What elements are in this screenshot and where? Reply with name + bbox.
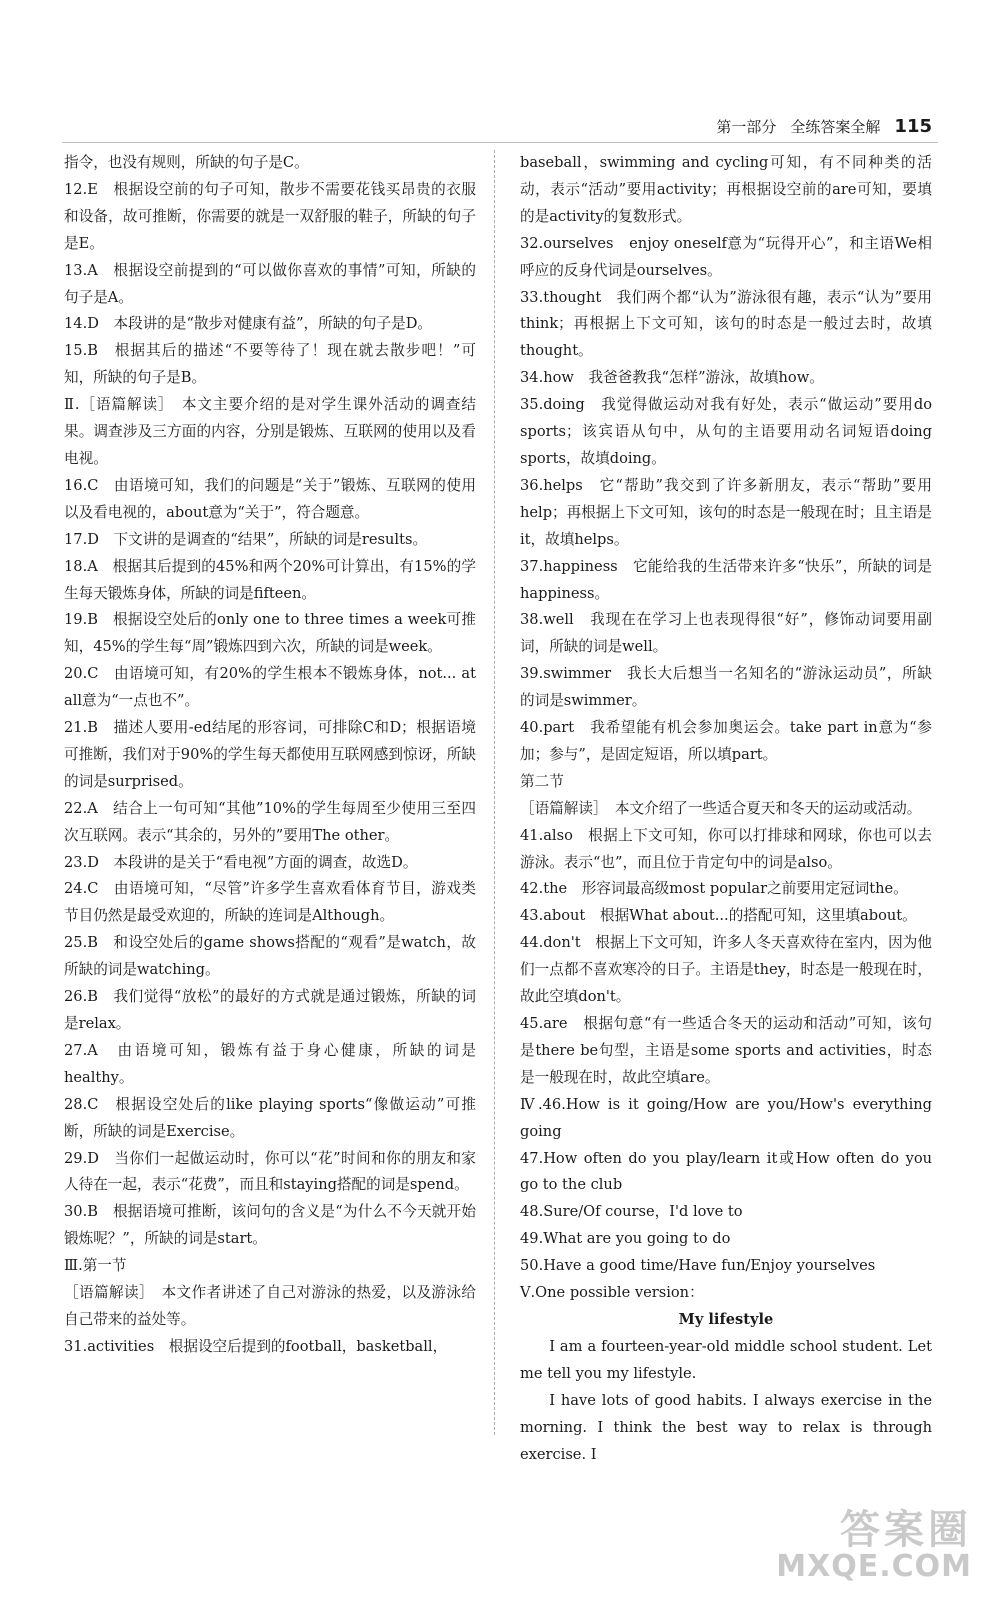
answer-item: 41.also 根据上下文可知，你可以打排球和网球，你也可以去游泳。表示“也”，而且位于肯定句中的词是also。 (520, 826, 932, 871)
left-column (64, 150, 476, 1361)
answer-item: 21.B 描述人要用-ed结尾的形容词，可排除C和D；根据语境可推断，我们对于90%的学生每天都使用互联网感到惊讶，所缺的词是surprised。 (64, 719, 476, 790)
answer-item: 指令，也没有规则，所缺的句子是C。 (64, 154, 309, 171)
answer-item: 42.the 形容词最高级most popular之前要用定冠词the。 (520, 880, 908, 898)
answer-item: 15.B 根据其后的描述“不要等待了！现在就去散步吧！”可知，所缺的句子是B。 (64, 342, 476, 387)
right-answer-list (520, 150, 932, 1307)
answer-item: 18.A 根据其后提到的45%和两个20%可计算出，有15%的学生每天锻炼身体，所缺的词是fifteen。 (64, 557, 476, 602)
answer-item: 50.Have a good time/Have fun/Enjoy yourselves (520, 1257, 876, 1275)
watermark-logo (776, 1506, 972, 1584)
answer-item: 48.Sure/Of course，I'd love to (520, 1203, 743, 1221)
header-rule (62, 142, 938, 143)
answer-item: 29.D 当你们一起做运动时，你可以“花”时间和你的朋友和家人待在一起，表示“花费”，而且和staying搭配的词是spend。 (64, 1149, 476, 1194)
answer-item: 30.B 根据语境可推断，该问句的含义是“为什么不今天就开始锻炼呢？”，所缺的词是start。 (64, 1203, 476, 1248)
answer-item: 20.C 由语境可知，有20%的学生根本不锻炼身体，not... at all意为“一点也不”。 (64, 665, 476, 710)
answer-item: 33.thought 我们两个都“认为”游泳很有趣，表示“认为”要用think；再根据上下文可知，该句的时态是一般过去时，故填thought。 (520, 288, 932, 360)
answer-item: 44.don't 根据上下文可知，许多人冬天喜欢待在室内，因为他们一点都不喜欢寒冷的日子。主语是they，时态是一般现在时，故此空填don't。 (520, 934, 932, 1006)
answer-item: 28.C 根据设空处后的like playing sports“像做运动”可推断，所缺的词是Exercise。 (64, 1095, 476, 1140)
essay-paragraph: I am a fourteen-year-old middle school student. Let me tell you my lifestyle. (520, 1337, 932, 1382)
watermark-text: 答案圈 (840, 1506, 972, 1553)
answer-item: 40.part 我希望能有机会参加奥运会。take part in意为“参加；参与”，是固定短语，所以填part。 (520, 719, 932, 763)
answer-item: 49.What are you going to do (520, 1230, 731, 1248)
answer-item: Ⅴ.One possible version： (520, 1284, 704, 1302)
answer-item: 43.about 根据What about...的搭配可知，这里填about。 (520, 907, 917, 925)
answer-item: 19.B 根据设空处后的only one to three times a week可推知，45%的学生每“周”锻炼四到六次，所缺的词是week。 (64, 611, 476, 656)
answer-item: 13.A 根据设空前提到的“可以做你喜欢的事情”可知，所缺的句子是A。 (64, 261, 476, 306)
answer-item: 27.A 由语境可知，锻炼有益于身心健康，所缺的词是healthy。 (64, 1041, 476, 1086)
answer-item: 14.D 本段讲的是“散步对健康有益”，所缺的句子是D。 (64, 315, 433, 333)
answer-item: 16.C 由语境可知，我们的问题是“关于”锻炼、互联网的使用以及看电视的，about意为“关于”，符合题意。 (64, 476, 476, 521)
answer-item: 47.How often do you play/learn it或How often do you go to the club (520, 1149, 932, 1194)
header-section: 第一部分 (716, 118, 777, 136)
answer-item: 第二节 (520, 772, 564, 790)
answer-item: 34.how 我爸爸教我“怎样”游泳，故填how。 (520, 369, 824, 387)
answer-item: 31.activities 根据设空后提到的football，basketball， (64, 1337, 448, 1355)
answer-item: 22.A 结合上一句可知“其他”10%的学生每周至少使用三至四次互联网。表示“其余的，另外的”要用The other。 (64, 799, 476, 844)
answer-item: 25.B 和设空处后的game shows搭配的“观看”是watch，故所缺的词是watching。 (64, 934, 476, 979)
answer-item: ［语篇解读］ 本文作者讲述了自己对游泳的热爱，以及游泳给自己带来的益处等。 (64, 1284, 476, 1328)
answer-item: baseball，swimming and cycling可知，有不同种类的活动，表示“活动”要用activity；再根据设空前的are可知，要填的是activity的复数形式。 (520, 154, 932, 225)
answer-item: 23.D 本段讲的是关于“看电视”方面的调查，故选D。 (64, 853, 418, 871)
answer-item: 39.swimmer 我长大后想当一名知名的“游泳运动员”，所缺的词是swimmer。 (520, 665, 932, 710)
answer-item: 37.happiness 它能给我的生活带来许多“快乐”，所缺的词是happiness。 (520, 557, 932, 602)
answer-item: 32.ourselves enjoy oneself意为“玩得开心”，和主语We相呼应的反身代词是ourselves。 (520, 234, 932, 279)
answer-item: Ⅱ.［语篇解读］ 本文主要介绍的是对学生课外活动的调查结果。调查涉及三方面的内容，分别是锻炼、互联网的使用以及看电视。 (64, 396, 476, 467)
answer-item: 36.helps 它“帮助”我交到了许多新朋友，表示“帮助”要用help；再根据上下文可知，该句的时态是一般现在时；且主语是it，故填helps。 (520, 476, 932, 548)
answer-item: 17.D 下文讲的是调查的“结果”，所缺的词是results。 (64, 530, 428, 548)
header-title: 全练答案全解 (790, 118, 881, 136)
answer-item: Ⅳ.46.How is it going/How are you/How's everything going (520, 1095, 932, 1140)
answer-item: Ⅲ.第一节 (64, 1257, 127, 1275)
answer-item: 45.are 根据句意“有一些适合冬天的运动和活动”可知，该句是there be句型，主语是some sports and activities，时态是一般现在时，故此空填are。 (520, 1015, 932, 1086)
watermark-url: MXQE.COM (776, 1548, 972, 1584)
column-divider (494, 150, 495, 1435)
page-number: 115 (894, 116, 932, 137)
answer-item: 12.E 根据设空前的句子可知，散步不需要花钱买昂贵的衣服和设备，故可推断，你需要的就是一双舒服的鞋子，所缺的句子是E。 (64, 180, 476, 252)
answer-item: ［语篇解读］ 本文介绍了一些适合夏天和冬天的运动或活动。 (520, 799, 922, 817)
essay-paragraph: I have lots of good habits. I always exercise in the morning. I think the best way to relax is through exercise. I (520, 1391, 932, 1463)
answer-item: 38.well 我现在在学习上也表现得很“好”，修饰动词要用副词，所缺的词是well。 (520, 611, 932, 656)
answer-item: 35.doing 我觉得做运动对我有好处，表示“做运动”要用do sports；该宾语从句中，从句的主语要用动名词短语doing sports，故填doing。 (520, 396, 932, 467)
page-header (716, 116, 932, 137)
right-column (520, 150, 932, 1468)
essay-title: My lifestyle (678, 1310, 774, 1328)
answer-item: 26.B 我们觉得“放松”的最好的方式就是通过锻炼，所缺的词是relax。 (64, 988, 476, 1032)
answer-item: 24.C 由语境可知，“尽管”许多学生喜欢看体育节目，游戏类节目仍然是最受欢迎的，所缺的连词是Although。 (64, 880, 476, 925)
